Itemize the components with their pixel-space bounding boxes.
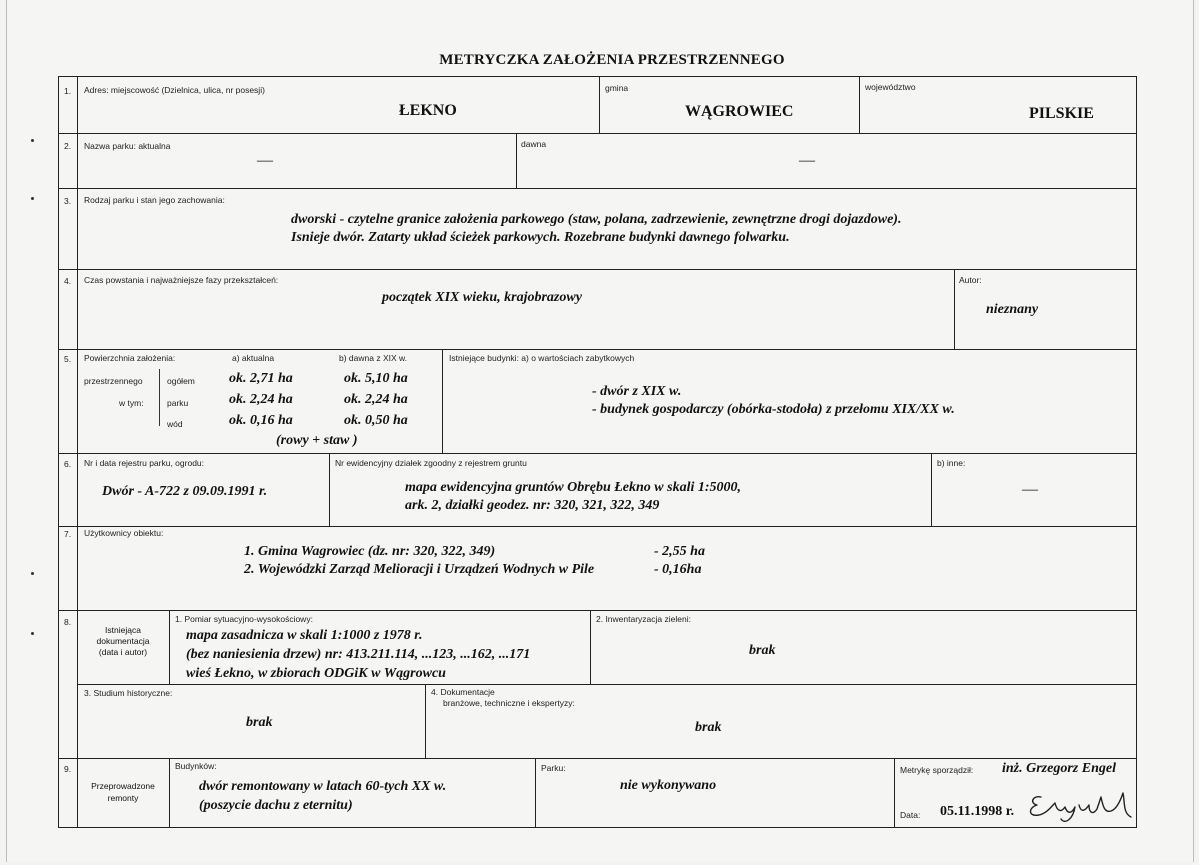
row-number: 2. <box>64 141 72 151</box>
remonty-label: Przeprowadzone remonty <box>91 781 155 803</box>
uzytkownik-1-area: - 2,55 ha <box>654 544 705 559</box>
studium-value: brak <box>246 715 273 730</box>
row-number: 8. <box>64 617 72 627</box>
powierzchnia-label: Powierzchnia założenia: <box>84 353 176 363</box>
parku-remont-label: Parku: <box>541 763 566 773</box>
dawna-value: — <box>799 152 815 169</box>
dokumentacje-label-1: 4. Dokumentacje <box>431 687 495 697</box>
pomiar-line-1: mapa zasadnicza w skali 1:1000 z 1978 r. <box>186 628 423 643</box>
col-b-label: b) dawna z XIX w. <box>339 353 408 363</box>
adres-value: ŁEKNO <box>399 102 457 119</box>
budynki-line-2: - budynek gospodarczy (obórka-stodoła) z przełomu XIX/XX w. <box>592 402 955 417</box>
inwentaryzacja-label: 2. Inwentaryzacja zieleni: <box>596 614 691 624</box>
parku-label: parku <box>167 398 189 408</box>
ogolem-label: ogółem <box>167 376 195 386</box>
scan-mark <box>31 632 34 635</box>
pomiar-line-2: (bez naniesienia drzew) nr: 413.211.114, ...123, ...162, ...171 <box>186 647 531 662</box>
inne-label: b) inne: <box>937 458 966 468</box>
row-number: 7. <box>64 529 72 539</box>
col-a-label: a) aktualna <box>232 353 275 363</box>
row-number: 5. <box>64 354 72 364</box>
rejestr-value: Dwór - A-722 z 09.09.1991 r. <box>102 484 268 499</box>
scan-mark <box>31 572 34 575</box>
powierzchnia-note: (rowy + staw ) <box>276 433 358 448</box>
wod-a: ok. 0,16 ha <box>229 413 293 428</box>
dokumentacje-label-2: branżowe, techniczne i ekspertyzy: <box>443 698 575 708</box>
budynkow-line-1: dwór remontowany w latach 60-tych XX w. <box>199 779 447 794</box>
wojewodztwo-value: PILSKIE <box>1029 105 1094 122</box>
czas-value: początek XIX wieku, krajobrazowy <box>382 290 582 305</box>
ewidencja-label: Nr ewidencyjny działek zgoodny z rejestrem gruntu <box>335 458 527 468</box>
uzytkownicy-label: Użytkownicy obiektu: <box>84 528 164 538</box>
rodzaj-line-2: Isnieje dwór. Zatarty układ ścieżek parkowych. Rozebrane budynki dawnego folwarku. <box>291 230 790 245</box>
gmina-label: gmina <box>605 83 629 93</box>
czas-label: Czas powstania i najważniejsze fazy przekształceń: <box>84 275 279 285</box>
document-title: METRYCZKA ZAŁOŻENIA PRZESTRZENNEGO <box>439 52 785 68</box>
wojewodztwo-label: województwo <box>865 82 916 92</box>
parku-a: ok. 2,24 ha <box>229 392 293 407</box>
w-tym-label: w tym: <box>119 398 144 408</box>
uzytkownik-2-area: - 0,16ha <box>654 562 702 577</box>
ewidencja-line-2: ark. 2, działki geodez. nr: 320, 321, 322, 349 <box>405 498 660 513</box>
nazwa-label: Nazwa parku: aktualna <box>84 141 171 151</box>
budynkow-line-2: (poszycie dachu z eternitu) <box>199 798 353 813</box>
rodzaj-label: Rodzaj parku i stan jego zachowania: <box>84 195 225 205</box>
scan-mark <box>31 139 34 142</box>
ogolem-a: ok. 2,71 ha <box>229 371 293 386</box>
budynki-label: Istniejące budynki: a) o wartościach zabytkowych <box>449 353 635 363</box>
ewidencja-line-1: mapa ewidencyjna gruntów Obrębu Łekno w skali 1:5000, <box>405 480 742 495</box>
metryke-label: Metrykę sporządził: <box>900 765 974 775</box>
data-value: 05.11.1998 r. <box>940 804 1015 819</box>
budynkow-label: Budynków: <box>175 761 217 771</box>
pomiar-line-3: wieś Łekno, w zbiorach ODGiK w Wągrowcu <box>186 666 446 681</box>
wod-label: wód <box>167 419 183 429</box>
autor-value: nieznany <box>986 302 1039 317</box>
row-number: 1. <box>64 86 72 96</box>
metryke-value: inż. Grzegorz Engel <box>1002 761 1116 776</box>
wod-b: ok. 0,50 ha <box>344 413 408 428</box>
parku-remont-value: nie wykonywano <box>620 778 717 793</box>
signature <box>1027 789 1135 829</box>
uzytkownik-2: 2. Wojewódzki Zarząd Melioracji i Urządzeń Wodnych w Pile <box>244 562 595 577</box>
dawna-label: dawna <box>521 139 547 149</box>
row-number: 9. <box>64 764 72 774</box>
data-label: Data: <box>900 810 921 820</box>
ogolem-b: ok. 5,10 ha <box>344 371 408 386</box>
scan-mark <box>31 197 34 200</box>
inne-value: — <box>1022 481 1038 498</box>
przestrzennego-label: przestrzennego <box>84 376 143 386</box>
parku-b: ok. 2,24 ha <box>344 392 408 407</box>
inwentaryzacja-value: brak <box>749 643 776 658</box>
rodzaj-line-1: dworski - czytelne granice założenia parkowego (staw, polana, zadrzewienie, zewnętrzne drogi dojazdowe). <box>291 212 902 227</box>
form-sheet <box>58 76 1137 828</box>
pomiar-label: 1. Pomiar sytuacyjno-wysokościowy: <box>175 614 313 624</box>
dokumentacje-value: brak <box>695 720 722 735</box>
budynki-line-1: - dwór z XIX w. <box>592 384 682 399</box>
nazwa-value: — <box>257 152 273 169</box>
row-number: 6. <box>64 459 72 469</box>
autor-label: Autor: <box>959 275 982 285</box>
gmina-value: WĄGROWIEC <box>685 103 794 120</box>
rejestr-label: Nr i data rejestru parku, ogrodu: <box>84 458 205 468</box>
dokumentacja-label: Istniejąca dokumentacja (data i autor) <box>96 625 150 657</box>
studium-label: 3. Studium historyczne: <box>84 688 173 698</box>
row-number: 3. <box>64 196 72 206</box>
row-number: 4. <box>64 276 72 286</box>
adres-label: Adres: miejscowość (Dzielnica, ulica, nr posesji) <box>84 85 265 95</box>
uzytkownik-1: 1. Gmina Wagrowiec (dz. nr: 320, 322, 349) <box>244 544 496 559</box>
